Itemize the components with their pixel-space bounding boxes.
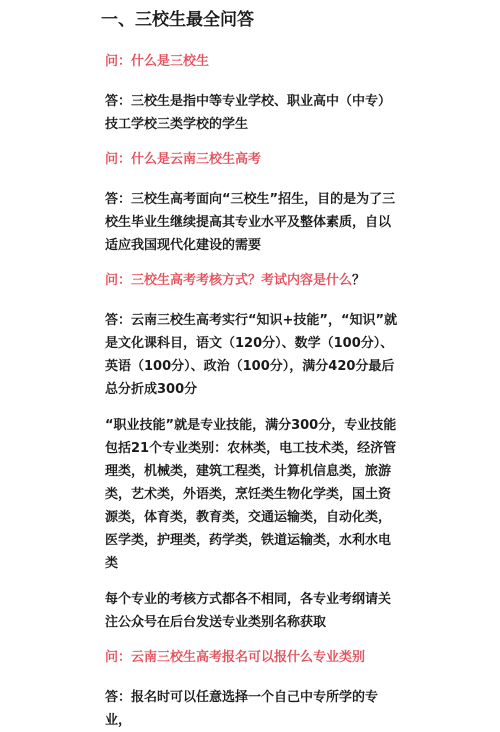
question-4: 问：云南三校生高考报名可以报什么专业类别 [105, 650, 366, 665]
answer-2: 答：三校生高考面向“三校生”招生，目的是为了三校生毕业生继续提高其专业水平及整体素质，自以适应我国现代化建设的需要 [105, 192, 396, 253]
question-3-tail: ？ [352, 273, 366, 288]
answer-3: 答：云南三校生高考实行“知识+技能”，“知识”就是文化课科目，语文（120分）、数学（100分）、英语（100分）、政治（100分），满分420分最后总分折成300分 [105, 313, 398, 397]
answer-1: 答：三校生是指中等专业学校、职业高中（中专）技工学校三类学校的学生 [105, 94, 392, 132]
section-heading: 一、三校生最全问答 [101, 10, 254, 30]
question-1: 问：什么是三校生 [105, 54, 210, 69]
question-3-text: 问：三校生高考考核方式？考试内容是什么 [105, 273, 353, 288]
answer-3-note: 每个专业的考核方式都各不相同，各专业考纲请关注公众号在后台发送专业类别名称获取 [105, 592, 392, 630]
answer-3-skills: “职业技能”就是专业技能，满分300分，专业技能包括21个专业类别：农林类，电工技术类，经济管理类，机械类，建筑工程类，计算机信息类，旅游类，艺术类，外语类，烹饪类生物化学类，国土资源类，体育类，教育类，交通运输类，自动化类，医学类，护理类，药学类，铁道运输类，水利水电类 [105, 418, 397, 571]
answer-4: 答：报名时可以任意选择一个自己中专所学的专业， [105, 690, 379, 728]
question-2: 问：什么是云南三校生高考 [105, 152, 262, 167]
question-3 [105, 271, 400, 291]
